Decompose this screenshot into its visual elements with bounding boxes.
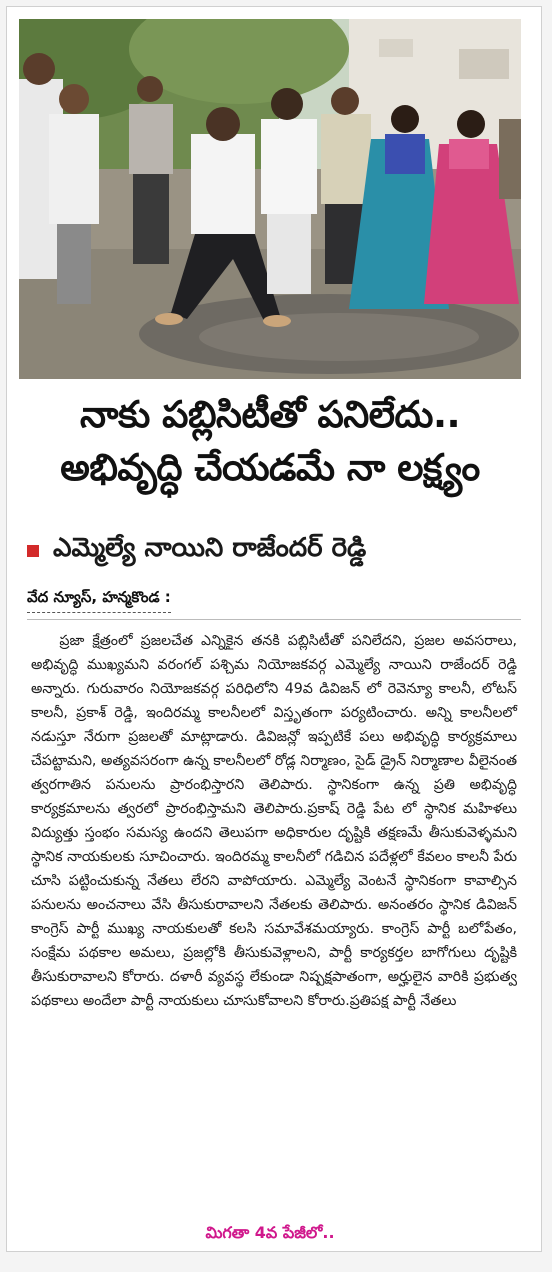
photo-illustration: [19, 19, 521, 379]
subheadline-text: ఎమ్మెల్యే నాయిని రాజేందర్ రెడ్డి: [53, 533, 367, 563]
headline-line-1: నాకు పబ్లిసిటీతో పనిలేదు..: [79, 393, 461, 436]
newspaper-clipping: [6, 6, 542, 1252]
subheadline: [27, 531, 521, 571]
headline-line-2: అభివృద్ధి చేయడమే నా లక్ష్యం: [60, 446, 480, 489]
news-photo: [19, 19, 521, 379]
square-bullet-icon: [27, 545, 39, 557]
dateline: వేద న్యూస్, హన్మకొండ :: [27, 588, 171, 613]
headline: [19, 389, 521, 495]
byline-row: [27, 587, 521, 620]
continued-on-page: మిగతా 4వ పేజీలో..: [205, 1223, 335, 1242]
article-body: ప్రజా క్షేత్రంలో ప్రజలచేత ఎన్నికైన తనకి పబ్లిసిటీతో పనిలేదని, ప్రజల అవసరాలు, అభివృద్ధి ముఖ్యమని వరంగల్ పశ్చిమ నియోజకవర్గ ఎమ్మెల్యే నాయిని రాజేందర్ రెడ్డి అన్నారు. గురువారం నియోజకవర్గ పరిధిలోని 49వ డివిజన్ లో రెవెన్యూ కాలనీ, లోటస్ కాలనీ, ప్రకాశ్ రెడ్డి, ఇందిరమ్మ కాలనీలలో విస్తృతంగా పర్యటించారు. అన్ని కాలనీలలో నడుస్తూ నేరుగా ప్రజలతో మాట్లాడారు. డివిజన్లో ఇప్పటికే పలు అభివృద్ధి కార్యక్రమాలు చేపట్టామని, అత్యవసరంగా ఉన్న కాలనీలలో రోడ్ల నిర్మాణం, సైడ్ డ్రైన్ నిర్మాణాల వీలైనంత త్వరగాతిన పనులను ప్రారంభిస్తారని తెలిపారు. స్థానికంగా ఉన్న ప్రతి అభివృద్ధి కార్యక్రమాలను త్వరలో ప్రారంభిస్తామని తెలిపారు.ప్రకాష్ రెడ్డి పేట లో స్థానిక మహిళలు విద్యుత్తు స్తంభం సమస్య ఉందని తెలుపగా అధికారుల దృష్టికి తక్షణమే తీసుకువెళ్ళమని స్థానిక నాయకులకు సూచించారు. ఇందిరమ్మ కాలనీలో గడిచిన పదేళ్లలో కేవలం కాలనీ పేరు చూసి పట్టించుకున్న నేతలు లేరని వాపోయారు. ఎమ్మెల్యే వెంటనే స్థానికంగా కావాల్సిన పనులను అంచనాలు వేసి తీసుకురావాలని నేతలకు తెలిపారు. అనంతరం స్థానిక డివిజన్ కాంగ్రెస్ పార్టీ ముఖ్య నాయకులతో కలసి సమావేశమయ్యారు. కాంగ్రెస్ పార్టీ బలోపేతం, సంక్షేమ పథకాల అమలు, ప్రజల్లోకి తీసుకువెళ్లాలని, పార్టీ కార్యకర్తల బాగోగులు దృష్టికి తీసుకురావాలని కోరారు. దళారీ వ్యవస్థ లేకుండా నిష్పక్షపాతంగా, అర్హులైన వారికి ప్రభుత్వ పథకాలు అందేలా పార్టీ నాయకులు చూసుకోవాలని కోరారు.ప్రతిపక్ష పార్టీ నేతలు: [31, 633, 517, 1009]
